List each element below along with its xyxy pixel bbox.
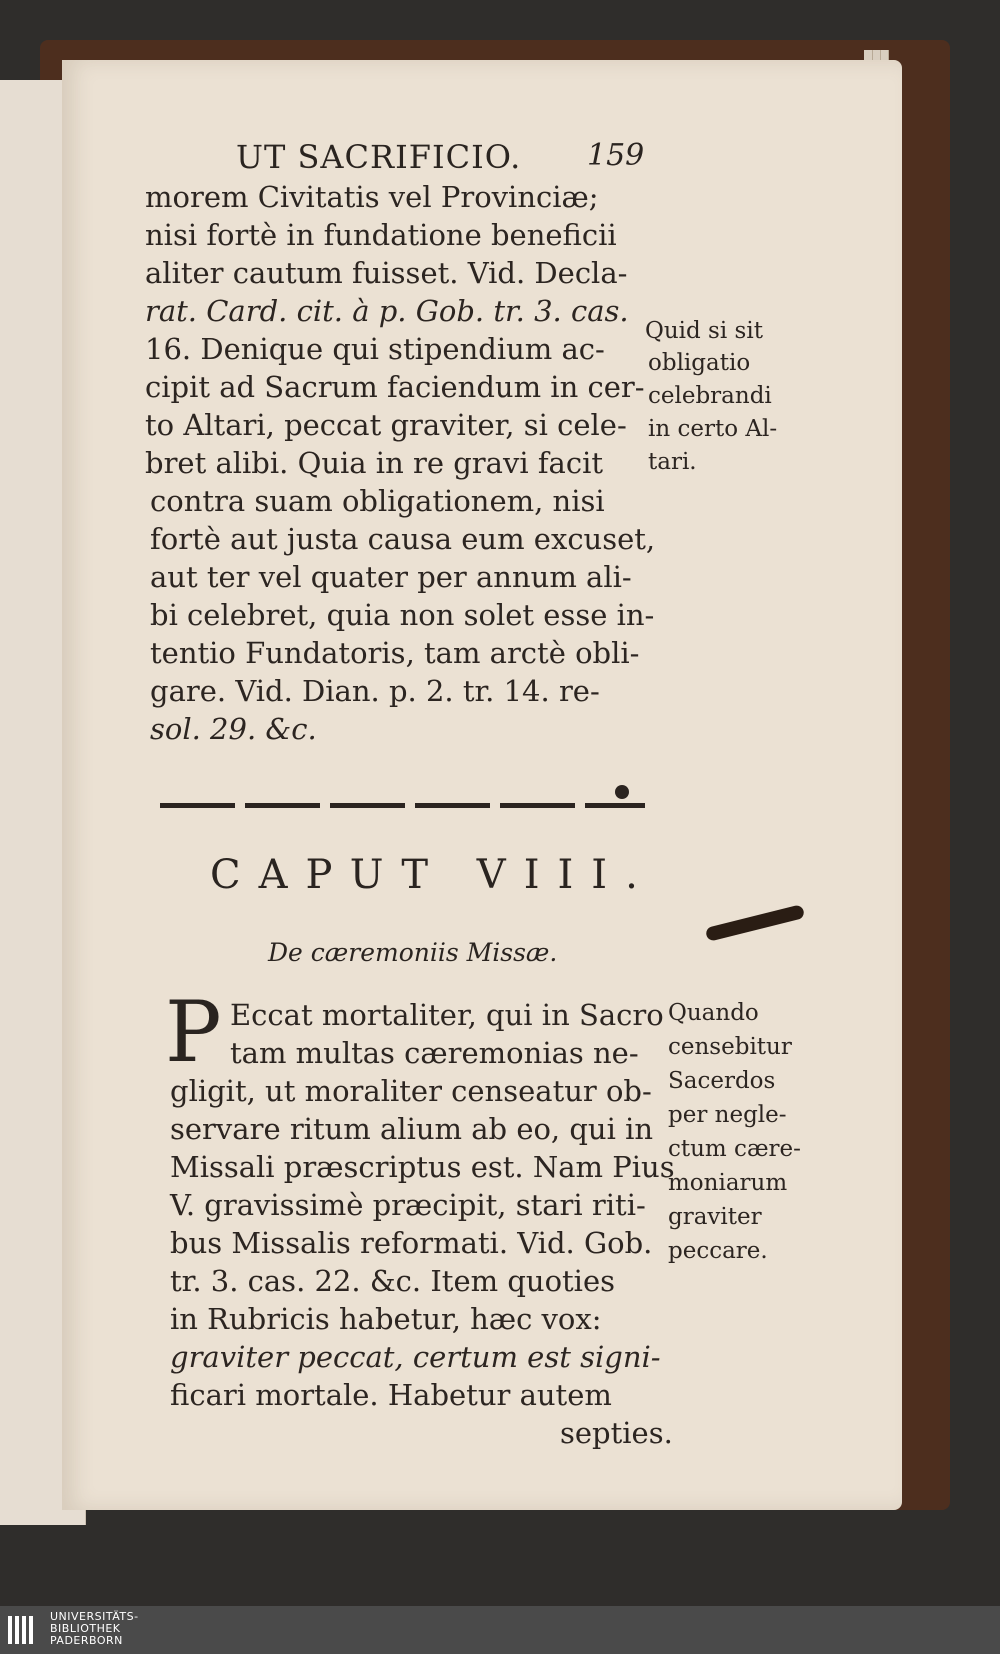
- body-line: septies.: [560, 1416, 673, 1450]
- body-line: Missali præscriptus est. Nam Pius: [170, 1150, 675, 1184]
- body-line: Eccat mortaliter, qui in Sacro: [230, 998, 664, 1032]
- body-line: in Rubricis habetur, hæc vox:: [170, 1302, 602, 1336]
- chapter-subtitle: De cæremoniis Missæ.: [268, 938, 558, 967]
- margin-note-line: Quando: [668, 1000, 759, 1026]
- drop-capital: P: [165, 983, 222, 1081]
- margin-note-line: tari.: [648, 449, 697, 475]
- body-line: bret alibi. Quia in re gravi facit: [145, 446, 604, 480]
- page-number: 159: [587, 138, 645, 173]
- body-line: tentio Fundatoris, tam arctè obli-: [150, 636, 640, 670]
- logo-line: BIBLIOTHEK: [50, 1622, 121, 1635]
- body-line: gare. Vid. Dian. p. 2. tr. 14. re-: [150, 674, 600, 708]
- margin-note-line: graviter: [668, 1204, 762, 1230]
- body-line: cipit ad Sacrum faciendum in cer-: [145, 370, 645, 404]
- body-line: servare ritum alium ab eo, qui in: [170, 1112, 654, 1146]
- library-logo-text: [50, 1611, 139, 1647]
- margin-note-line: moniarum: [668, 1170, 788, 1196]
- body-line: V. gravissimè præcipit, stari riti-: [170, 1188, 646, 1222]
- body-line: nisi fortè in fundatione beneficii: [145, 218, 617, 252]
- body-line: tam multas cæremonias ne-: [230, 1036, 639, 1070]
- margin-note-line: Quid si sit: [645, 318, 763, 344]
- body-line: bus Missalis reformati. Vid. Gob.: [170, 1226, 653, 1260]
- body-line: bi celebret, quia non solet esse in-: [150, 598, 655, 632]
- body-line: to Altari, peccat graviter, si cele-: [145, 408, 627, 442]
- margin-note-line: Sacerdos: [668, 1068, 776, 1094]
- ornamental-rule: [160, 803, 645, 808]
- body-line: gligit, ut moraliter censeatur ob-: [170, 1074, 652, 1108]
- body-line: sol. 29. &c.: [150, 712, 317, 746]
- body-line: morem Civitatis vel Provinciæ;: [145, 180, 599, 214]
- body-line: graviter peccat, certum est signi-: [170, 1340, 661, 1374]
- margin-note-line: peccare.: [668, 1238, 768, 1264]
- body-line: 16. Denique qui stipendium ac-: [145, 332, 605, 366]
- margin-note-line: censebitur: [668, 1034, 792, 1060]
- margin-note-line: in certo Al-: [648, 416, 778, 442]
- library-logo-icon: [8, 1614, 38, 1646]
- logo-line: PADERBORN: [50, 1634, 123, 1647]
- body-line: fortè aut justa causa eum excuset,: [150, 522, 656, 556]
- margin-note-line: per negle-: [668, 1102, 787, 1128]
- rule-ornament-dot: [615, 785, 629, 799]
- body-line: contra suam obligationem, nisi: [150, 484, 605, 518]
- margin-note-line: obligatio: [648, 350, 751, 376]
- body-line: aut ter vel quater per annum ali-: [150, 560, 632, 594]
- margin-note-line: ctum cære-: [668, 1136, 801, 1162]
- body-line: aliter cautum fuisset. Vid. Decla-: [145, 256, 628, 290]
- margin-note-line: celebrandi: [648, 383, 772, 409]
- running-head: UT SACRIFICIO.: [236, 138, 522, 176]
- logo-line: UNIVERSITÄTS-: [50, 1610, 139, 1623]
- library-footer-bar: [0, 1606, 1000, 1654]
- chapter-heading: CAPUT VIII.: [210, 852, 656, 898]
- body-line: ficari mortale. Habetur autem: [170, 1378, 612, 1412]
- body-line: tr. 3. cas. 22. &c. Item quoties: [170, 1264, 615, 1298]
- body-line: rat. Card. cit. à p. Gob. tr. 3. cas.: [145, 294, 629, 328]
